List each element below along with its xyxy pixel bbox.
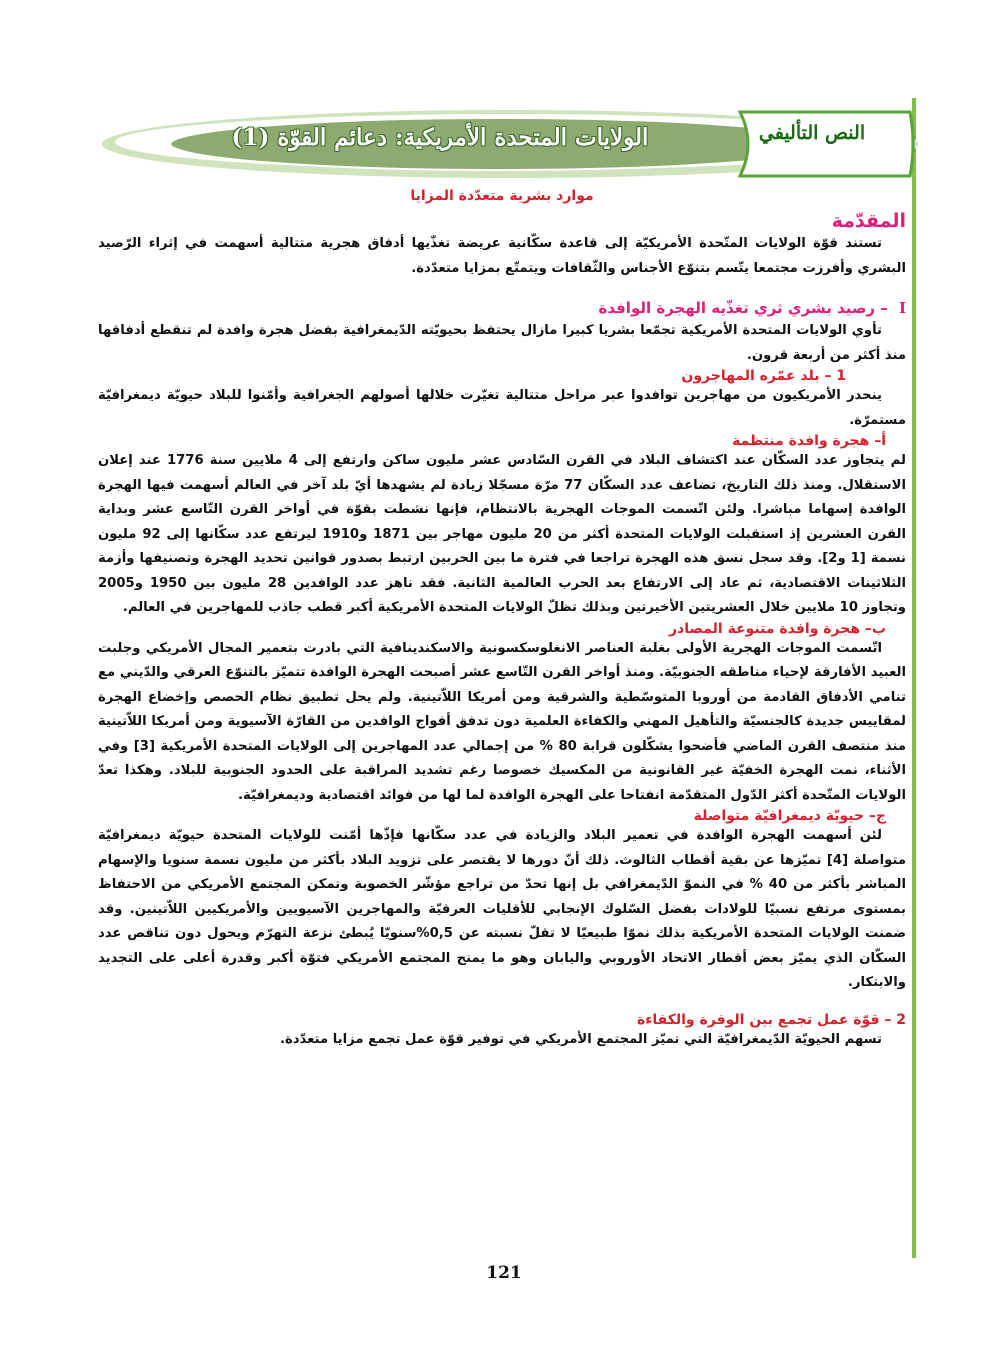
- section-label: النص التأليفي: [758, 122, 866, 144]
- intro-paragraph: تستند قوّة الولايات المتّحدة الأمريكيّة إلى قاعدة سكّانية عريضة تغذّيها أدفاق هجرية متتالية أسهمت في إثراء الرّصيد البشري وأفرزت مجتمعا يتّسم بتنوّع الأجناس والثّقافات ويتمتّع بمزايا متعدّدة.: [98, 236, 906, 276]
- subsection-2-paragraph: تسهم الحيويّة الدّيمغرافيّة التي تميّز المجتمع الأمريكي في توفير قوّة عمل تجمع مزايا متعدّدة.: [279, 1031, 882, 1047]
- part-b-heading: ب– هجرة وافدة متنوعة المصادر: [668, 620, 886, 637]
- page-number: 121: [486, 1263, 522, 1283]
- part-c-heading: ج– حيويّة ديمغرافيّة متواصلة: [693, 808, 886, 824]
- lesson-subtitle: موارد بشرية متعدّدة المزايا: [410, 188, 594, 204]
- part-a-paragraph: لم يتجاوز عدد السكّان عند اكتشاف البلاد في القرن السّادس عشر مليون ساكن وارتفع إلى 4 ملايين سنة 1776 عند إعلان الاستقلال. ومنذ ذلك التاريخ، تضاعف عدد السكّان 77 مرّة مسجّلا زيادة لم يشهدها أيّ بلد آخر في العالم أسهمت فيها الهجرة الوافدة إسهاما مباشرا. ولئن اتّسمت الموجات الهجرية بالانتظام، فإنها نشطت بقوّة في أواخر القرن التّاسع عشر وبداية القرن العشرين إذ استقبلت الولايات المتحدة أكثر من 20 مليون مهاجر بين 1871 و1910 ليرتفع عدد سكّانها إلى 92 مليون نسمة [1 و2]. وقد سجل نسق هذه الهجرة تراجعا في فترة ما بين الحربين ارتبط بصدور قوانين تحديد الهجرة وتصنيفها وأزمة الثلاثينات الاقتصادية، ثم عاد إلى الارتفاع بعد الحرب العالمية الثانية. فقد ناهز عدد الوافدين 28 مليون بين 1950 و2005 وتجاوز 10 ملايين خلال العشريتين الأخيرتين وبذلك تظلّ الولايات المتحدة الأمريكية أكبر قطب جاذب للمهاجرين في العالم.: [98, 453, 907, 615]
- section-1-title: – رصيد بشري ثري تغذّيه الهجرة الوافدة: [598, 299, 888, 317]
- subsection-1-heading: 1 – بلد عمّره المهاجرون: [681, 368, 846, 384]
- part-b-paragraph: اتّسمت الموجات الهجرية الأولى بغلبة العناصر الانغلوسكسونية والاسكندينافية التي بادرت بتعمير المجال الأمريكي وجلبت العبيد الأفارقة لإحياء مناطقه الجنوبيّة. ومنذ أواخر القرن التّاسع عشر أصبحت الهجرة الوافدة تتميّز بالتنوّع العرقي والدّيني مع تنامي الأدفاق القادمة من أوروبا المتوسّطية والشرقية ومن أمريكا اللاّتينية. ولم يحل تطبيق نظام الحصص وإخضاع الهجرة لمقاييس جديدة كالجنسيّة والتأهيل المهني والكفاءة العلمية دون تدفق أفواج الوافدين من القارّة الآسيوية ومن أمريكا اللاّتينية منذ منتصف القرن الماضي فأضحوا يشكّلون قرابة 80 % من إجمالي عدد المهاجرين إلى الولايات المتحدة الأمريكية [3] وفي الأثناء، نمت الهجرة الخفيّة غير القانونية من المكسيك خصوصا رغم تشديد المراقبة على الحدود الجنوبية للبلاد. وهكذا تعدّ الولايات المتّحدة أكثر الدّول المتقدّمة انفتاحا على الهجرة الوافدة لما لها من فوائد اقتصادية وديمغرافيّة.: [98, 640, 907, 803]
- document-body: [98, 188, 906, 1052]
- chapter-title: الولايات المتحدة الأمريكية: دعائم القوّة (1): [231, 124, 649, 151]
- subsection-1-paragraph: ينحدر الأمريكيون من مهاجرين توافدوا عبر مراحل متتالية تغيّرت خلالها أصولهم الجغرافية وأمّنوا للبلاد حيويّة ديمغرافيّة مستمرّة.: [98, 388, 906, 428]
- section-1-heading: [98, 299, 906, 317]
- section-1-number: I: [898, 299, 906, 317]
- part-c-paragraph: لئن أسهمت الهجرة الوافدة في تعمير البلاد والزيادة في عدد سكّانها فإذّها أمّنت للولايات المتحدة حيويّة ديمغرافيّة متواصلة [4] تميّزها عن بقية أقطاب الثالوث. ذلك أنّ دورها لا يقتصر على تزويد البلاد بأكثر من مليون نسمة سنويا والإسهام المباشر بأكثر من 40 % في النموّ الدّيمغرافي بل إنها تحدّ من تراجع مؤشّر الخصوبة وتمكن المجتمع الأمريكي من الاحتفاظ بمستوى مرتفع نسبيّا للولادات بفضل السّلوك الإنجابي للأقليات العرقيّة والمهاجرين الآسيويين والأمريكيين اللاّتينين. وقد ضمنت الولايات المتحدة الأمريكية بذلك نموّا طبيعيّا لا تقلّ نسبته عن 0,5%سنويّا يُبطئ نزعة التهرّم ويحول دون تناقص عدد السكّان الذي يميّز بعض أقطار الاتحاد الأوروبي واليابان وهو ما يمنح المجتمع الأمريكي فتوّة أكبر وقدرة أعلى على التجديد والابتكار.: [98, 828, 906, 990]
- page-side-rule: [912, 98, 916, 1258]
- intro-heading: المقدّمة: [831, 210, 906, 232]
- section-1-paragraph: تأوي الولايات المتحدة الأمريكية تجمّعا بشريا كبيرا مازال يحتفظ بحيويّته الدّيمغرافية بفضل هجرة وافدة لم تنقطع أدفاقها منذ أكثر من أربعة قرون.: [98, 323, 906, 363]
- subsection-2-heading: 2 – قوّة عمل تجمع بين الوفرة والكفاءة: [636, 1011, 906, 1028]
- part-a-heading: أ– هجرة وافدة منتظمة: [732, 433, 886, 449]
